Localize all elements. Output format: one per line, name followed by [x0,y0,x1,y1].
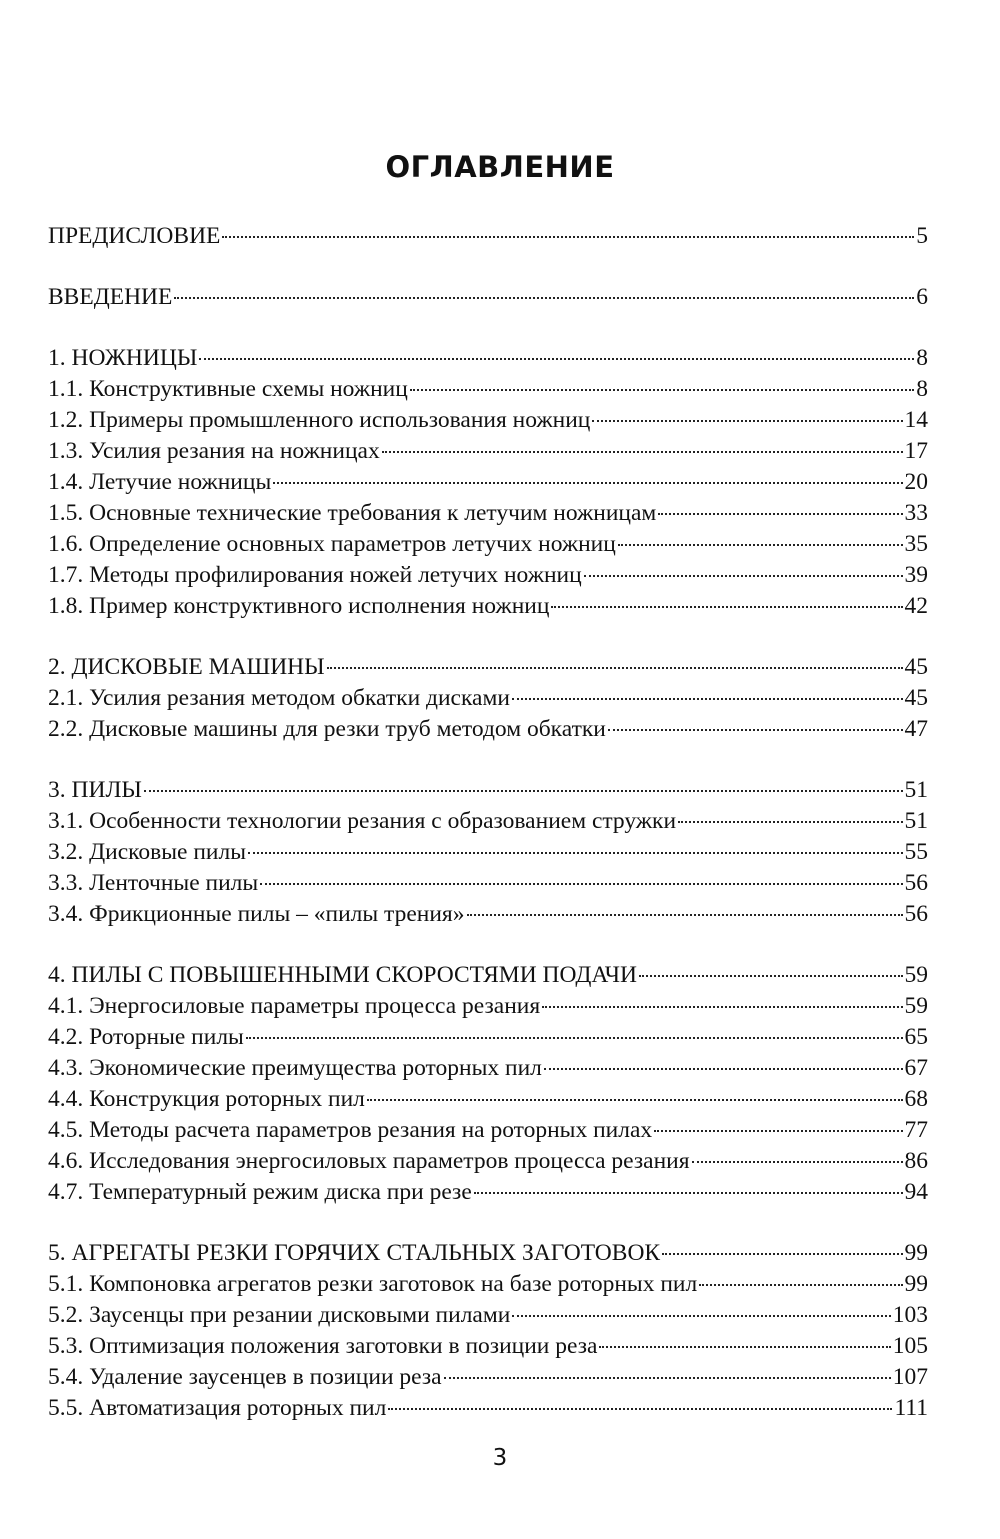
toc-entry-label: 3.2. Дисковые пилы [48,839,246,865]
toc-entry-label: 5.2. Заусенцы при резании дисковыми пилами [48,1302,511,1328]
toc-entry [48,529,928,560]
toc-entry-label: 4.4. Конструкция роторных пил [48,1086,365,1112]
toc-entry-page: 39 [904,562,928,588]
toc-entry-label: 2.2. Дисковые машины для резки труб методом обкатки [48,716,606,742]
dot-leader [658,513,902,515]
toc-entry [48,868,928,899]
toc-section [48,775,928,930]
toc-entry [48,282,928,313]
toc-entry-page: 86 [904,1148,928,1174]
dot-leader [662,1253,902,1255]
toc-entry [48,1177,928,1208]
toc-entry [48,775,928,806]
toc-entry-label: 4. ПИЛЫ С ПОВЫШЕННЫМИ СКОРОСТЯМИ ПОДАЧИ [48,962,637,988]
toc-entry-page: 94 [904,1179,928,1205]
toc-entry-label: 1.3. Усилия резания на ножницах [48,438,380,464]
toc-entry-page: 55 [904,839,928,865]
toc-entry-page: 111 [894,1395,928,1421]
toc-entry-label: 1. НОЖНИЦЫ [48,345,198,371]
dot-leader [474,1192,903,1194]
toc-entry-page: 105 [892,1333,928,1359]
toc-entry-page: 56 [904,870,928,896]
dot-leader [444,1377,891,1379]
toc-entry-page: 67 [904,1055,928,1081]
dot-leader [592,420,902,422]
toc-entry [48,1053,928,1084]
dot-leader [174,297,914,299]
toc-entry-label: 3.3. Ленточные пилы [48,870,259,896]
dot-leader [144,790,903,792]
dot-leader [512,698,903,700]
dot-leader [584,575,903,577]
toc-entry [48,1269,928,1300]
toc-entry [48,1300,928,1331]
toc-entry [48,652,928,683]
toc-entry [48,1084,928,1115]
toc-entry-page: 14 [904,407,928,433]
toc-entry [48,467,928,498]
toc-entry-label: 4.5. Методы расчета параметров резания на роторных пилах [48,1117,653,1143]
toc-entry [48,591,928,622]
toc-entry-label: 1.7. Методы профилирования ножей летучих ножниц [48,562,582,588]
dot-leader [512,1315,890,1317]
toc-section [48,960,928,1208]
toc-entry-page: 51 [904,777,928,803]
toc-entry-label: 5.5. Автоматизация роторных пил [48,1395,387,1421]
toc-entry [48,1146,928,1177]
toc-entry-page: 59 [904,993,928,1019]
dot-leader [327,667,903,669]
toc-entry-page: 107 [892,1364,928,1390]
dot-leader [639,975,903,977]
toc-entry [48,1022,928,1053]
toc-section [48,1238,928,1424]
toc-entry-label: 5.4. Удаление заусенцев в позиции реза [48,1364,442,1390]
toc-entry-label: 4.3. Экономические преимущества роторных пил [48,1055,542,1081]
toc-entry [48,1115,928,1146]
dot-leader [367,1099,903,1101]
toc-entry [48,405,928,436]
dot-leader [608,729,903,731]
page-title: ОГЛАВЛЕНИЕ [385,150,615,184]
toc-entry [48,1393,928,1424]
dot-leader [246,1037,903,1039]
toc-entry-label: 5. АГРЕГАТЫ РЕЗКИ ГОРЯЧИХ СТАЛЬНЫХ ЗАГОТОВОК [48,1240,661,1266]
toc-entry [48,343,928,374]
toc-entry-label: 1.8. Пример конструктивного исполнения ножниц [48,593,550,619]
toc-entry-page: 103 [892,1302,928,1328]
toc-entry-label: 5.3. Оптимизация положения заготовки в позиции реза [48,1333,598,1359]
dot-leader [544,1068,903,1070]
toc-entry [48,806,928,837]
toc-entry-page: 45 [904,654,928,680]
toc-entry-label: 1.2. Примеры промышленного использования ножниц [48,407,591,433]
toc-entry [48,683,928,714]
toc-entry [48,899,928,930]
toc-entry-page: 42 [904,593,928,619]
toc-entry [48,560,928,591]
dot-leader [678,821,902,823]
toc-section [48,221,928,252]
toc-entry [48,991,928,1022]
toc-entry-page: 45 [904,685,928,711]
toc-entry [48,436,928,467]
toc-entry-page: 35 [904,531,928,557]
toc-entry-label: 5.1. Компоновка агрегатов резки заготовок на базе роторных пил [48,1271,698,1297]
toc-entry-label: 1.6. Определение основных параметров летучих ножниц [48,531,616,557]
toc-entry [48,498,928,529]
toc-entry [48,221,928,252]
toc-entry-label: 3.1. Особенности технологии резания с образованием стружки [48,808,677,834]
dot-leader [599,1346,890,1348]
table-of-contents [48,221,928,1424]
toc-entry-label: 1.4. Летучие ножницы [48,469,272,495]
toc-entry-page: 8 [916,345,928,371]
dot-leader [467,914,903,916]
dot-leader [260,883,902,885]
toc-entry [48,1362,928,1393]
toc-entry-label: 1.1. Конструктивные схемы ножниц [48,376,408,402]
dot-leader [388,1408,892,1410]
toc-entry-label: 2.1. Усилия резания методом обкатки дисками [48,685,510,711]
dot-leader [551,606,902,608]
toc-entry [48,714,928,745]
toc-entry-page: 6 [916,284,928,310]
toc-entry [48,837,928,868]
toc-entry [48,1331,928,1362]
toc-entry [48,1238,928,1269]
toc-entry-page: 65 [904,1024,928,1050]
toc-entry [48,960,928,991]
toc-entry-label: 4.7. Температурный режим диска при резе [48,1179,472,1205]
toc-section [48,282,928,313]
toc-entry-label: ВВЕДЕНИЕ [48,284,173,310]
toc-entry-label: 4.2. Роторные пилы [48,1024,244,1050]
toc-entry-page: 5 [916,223,928,249]
dot-leader [692,1161,903,1163]
toc-entry [48,374,928,405]
toc-entry-page: 99 [904,1240,928,1266]
toc-entry-label: 4.6. Исследования энергосиловых параметров процесса резания [48,1148,690,1174]
toc-entry-page: 68 [904,1086,928,1112]
dot-leader [273,482,902,484]
toc-entry-label: ПРЕДИСЛОВИЕ [48,223,221,249]
toc-section [48,343,928,622]
dot-leader [618,544,903,546]
toc-entry-label: 1.5. Основные технические требования к летучим ножницам [48,500,657,526]
toc-entry-label: 4.1. Энергосиловые параметры процесса резания [48,993,541,1019]
toc-section [48,652,928,745]
toc-entry-page: 51 [904,808,928,834]
dot-leader [222,236,914,238]
dot-leader [654,1130,902,1132]
dot-leader [382,451,903,453]
toc-entry-page: 59 [904,962,928,988]
toc-entry-page: 77 [904,1117,928,1143]
toc-entry-page: 17 [904,438,928,464]
toc-entry-page: 56 [904,901,928,927]
toc-entry-page: 33 [904,500,928,526]
toc-entry-label: 3.4. Фрикционные пилы – «пилы трения» [48,901,465,927]
toc-entry-page: 20 [904,469,928,495]
toc-entry-page: 8 [916,376,928,402]
toc-entry-label: 2. ДИСКОВЫЕ МАШИНЫ [48,654,325,680]
dot-leader [542,1006,902,1008]
dot-leader [410,389,914,391]
page-number: 3 [492,1445,508,1471]
dot-leader [248,852,903,854]
dot-leader [199,358,914,360]
toc-entry-page: 99 [904,1271,928,1297]
toc-entry-label: 3. ПИЛЫ [48,777,142,803]
toc-entry-page: 47 [904,716,928,742]
dot-leader [699,1284,902,1286]
